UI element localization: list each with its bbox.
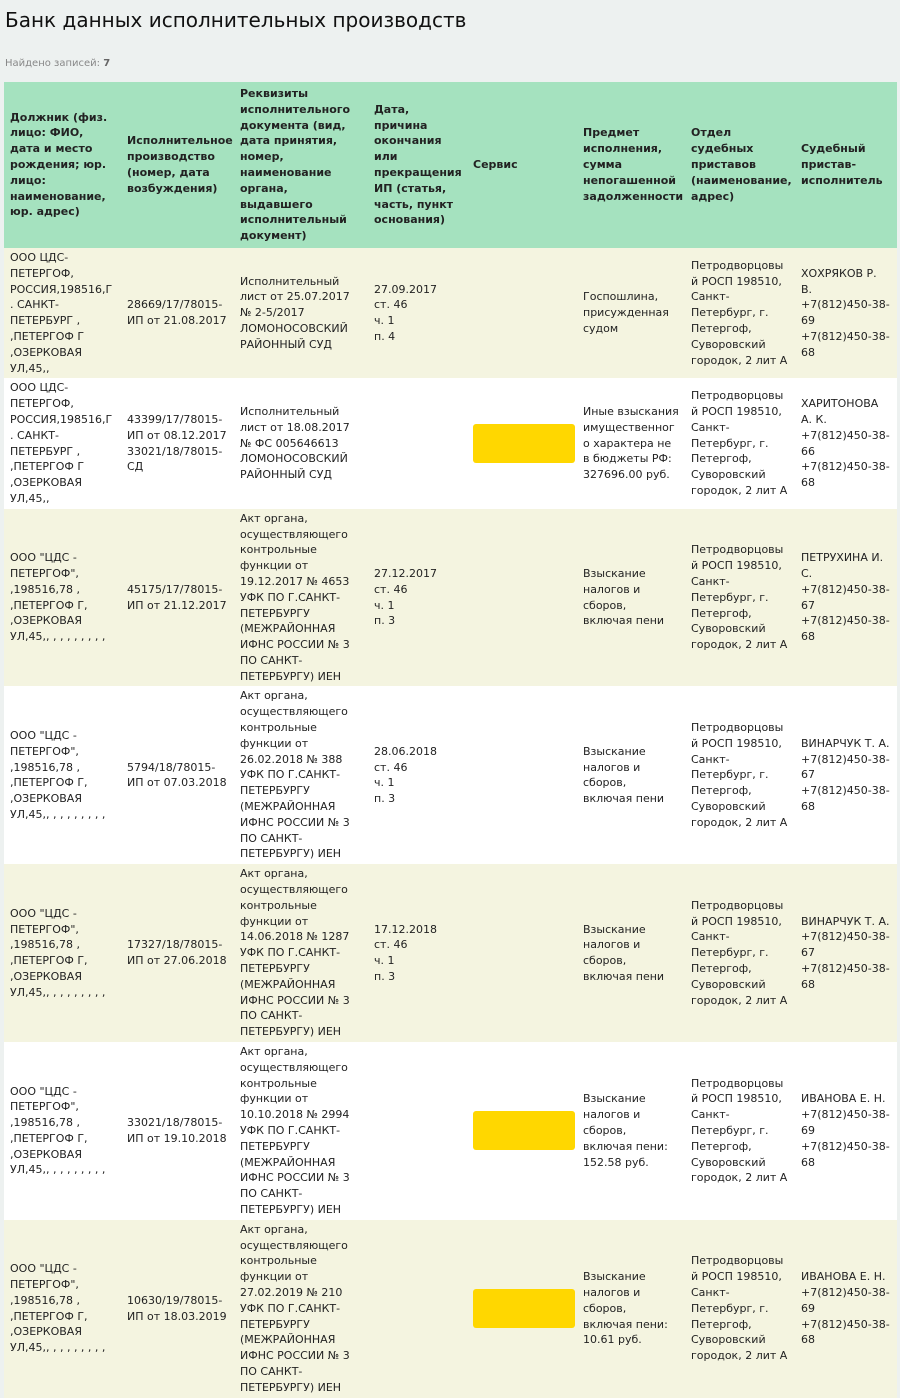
header-service: Сервис	[467, 82, 577, 248]
end-line: 17.12.2018	[374, 922, 437, 936]
proceeding-line: 33021/18/78015-ИП от 19.10.2018	[127, 1116, 227, 1145]
end-line: 28.06.2018	[374, 744, 437, 758]
proceeding-line: 43399/17/78015-ИП от 08.12.2017	[127, 412, 227, 442]
department-cell: Петродворцовый РОСП 198510, Санкт-Петербург, г. Петергоф, Суворовский городок, 2 лит А	[685, 1042, 795, 1220]
debtor-cell: ООО "ЦДС - ПЕТЕРГОФ", ,198516,78 , ,ПЕТЕРГОФ Г, ,ОЗЕРКОВАЯ УЛ,45,, , , , , , , , ,	[4, 1220, 121, 1398]
bailiff-line: +7(812)450-38-69	[801, 1108, 890, 1137]
bailiff-line: ХОХРЯКОВ Р. В.	[801, 266, 877, 296]
table-row	[4, 248, 897, 378]
bailiff-line: +7(812)450-38-69	[801, 1285, 890, 1315]
bailiff-line: ИВАНОВА Е. Н.	[801, 1270, 886, 1284]
end-cell	[368, 686, 467, 864]
end-line: п. 4	[374, 329, 396, 343]
pay-button[interactable]	[473, 424, 575, 463]
bailiff-line: +7(812)450-38-68	[801, 614, 890, 644]
end-cell	[368, 509, 467, 687]
proceeding-cell	[121, 1042, 234, 1220]
bailiff-line: +7(812)450-38-68	[801, 460, 890, 490]
proceeding-line: 5794/18/78015-ИП от 07.03.2018	[127, 760, 227, 790]
proceeding-line: 45175/17/78015-ИП от 21.12.2017	[127, 582, 227, 612]
header-document: Реквизиты исполнительного документа (вид, дата принятия, номер, наименование органа, выдавшего исполнительный документ)	[234, 82, 368, 248]
records-found	[5, 58, 110, 69]
proceeding-cell	[121, 509, 234, 687]
bailiff-line: +7(812)450-38-67	[801, 752, 890, 782]
bailiff-line: +7(812)450-38-68	[801, 329, 890, 359]
end-line: 27.12.2017	[374, 567, 437, 580]
service-cell	[467, 378, 577, 508]
subject-cell: Взыскание налогов и сборов, включая пени	[577, 864, 685, 1042]
proceeding-line: 33021/18/78015-СД	[127, 444, 223, 474]
end-line: п. 3	[374, 969, 396, 983]
table-row	[4, 509, 897, 687]
bailiff-line: ПЕТРУХИНА И. С.	[801, 551, 884, 580]
end-line: ст. 46	[374, 938, 408, 952]
bailiff-line: +7(812)450-38-66	[801, 428, 890, 458]
proceeding-line: 28669/17/78015-ИП от 21.08.2017	[127, 298, 227, 328]
bailiff-line: +7(812)450-38-68	[801, 962, 890, 991]
department-cell: Петродворцовый РОСП 198510, Санкт-Петербург, г. Петергоф, Суворовский городок, 2 лит А	[685, 686, 795, 864]
debtor-cell: ООО ЦДС-ПЕТЕРГОФ, РОССИЯ,198516,Г. САНКТ-ПЕТЕРБУРГ , ,ПЕТЕРГОФ Г ,ОЗЕРКОВАЯ УЛ,45,,	[4, 248, 121, 378]
header-subject: Предмет исполнения, сумма непогашенной задолженности	[577, 82, 685, 248]
end-line: п. 3	[374, 792, 396, 806]
bailiff-cell	[795, 248, 897, 378]
subject-cell: Взыскание налогов и сборов, включая пени: 152.58 руб.	[577, 1042, 685, 1220]
bailiff-cell	[795, 378, 897, 508]
bailiff-cell	[795, 1042, 897, 1220]
service-cell	[467, 864, 577, 1042]
records-found-count: 7	[103, 58, 111, 69]
end-line: ст. 46	[374, 298, 408, 312]
document-cell: Исполнительный лист от 18.08.2017 № ФС 005646613 ЛОМОНОСОВСКИЙ РАЙОННЫЙ СУД	[234, 378, 368, 508]
bailiff-line: ИВАНОВА Е. Н.	[801, 1092, 886, 1106]
bailiff-line: ВИНАРЧУК Т. А.	[801, 914, 890, 928]
header-bailiff: Судебный пристав-исполнитель	[795, 82, 897, 248]
pay-button[interactable]	[473, 1111, 575, 1150]
bailiff-line: +7(812)450-38-68	[801, 784, 890, 814]
debtor-cell: ООО "ЦДС - ПЕТЕРГОФ", ,198516,78 , ,ПЕТЕРГОФ Г, ,ОЗЕРКОВАЯ УЛ,45,, , , , , , , , ,	[4, 1042, 121, 1220]
document-cell: Акт органа, осуществляющего контрольные функции от 10.10.2018 № 2994 УФК ПО Г.САНКТ-ПЕТЕРБУРГУ (МЕЖРАЙОННАЯ ИФНС РОССИИ № 3 ПО САНКТ-ПЕТЕРБУРГУ) ИЕН	[234, 1042, 368, 1220]
proceedings-table	[4, 82, 897, 1398]
department-cell: Петродворцовый РОСП 198510, Санкт-Петербург, г. Петергоф, Суворовский городок, 2 лит А	[685, 248, 795, 378]
proceeding-cell	[121, 864, 234, 1042]
subject-cell: Иные взыскания имущественного характера не в бюджеты РФ: 327696.00 руб.	[577, 378, 685, 508]
debtor-cell: ООО ЦДС-ПЕТЕРГОФ, РОССИЯ,198516,Г. САНКТ-ПЕТЕРБУРГ , ,ПЕТЕРГОФ Г ,ОЗЕРКОВАЯ УЛ,45,,	[4, 378, 121, 508]
subject-cell: Взыскание налогов и сборов, включая пени: 10.61 руб.	[577, 1220, 685, 1398]
end-line: ч. 1	[374, 598, 395, 612]
table-row	[4, 378, 897, 508]
proceeding-line: 10630/19/78015-ИП от 18.03.2019	[127, 1293, 227, 1323]
end-cell	[368, 864, 467, 1042]
end-cell	[368, 1042, 467, 1220]
bailiff-line: ВИНАРЧУК Т. А.	[801, 736, 890, 750]
proceeding-cell	[121, 686, 234, 864]
end-line: ст. 46	[374, 582, 408, 596]
department-cell: Петродворцовый РОСП 198510, Санкт-Петербург, г. Петергоф, Суворовский городок, 2 лит А	[685, 378, 795, 508]
table-row	[4, 864, 897, 1042]
page-title: Банк данных исполнительных производств	[5, 8, 467, 32]
service-cell	[467, 509, 577, 687]
end-line: ст. 46	[374, 760, 408, 774]
bailiff-line: +7(812)450-38-68	[801, 1317, 890, 1347]
document-cell: Акт органа, осуществляющего контрольные функции от 19.12.2017 № 4653 УФК ПО Г.САНКТ-ПЕТЕРБУРГУ (МЕЖРАЙОННАЯ ИФНС РОССИИ № 3 ПО САНКТ-ПЕТЕРБУРГУ) ИЕН	[234, 509, 368, 687]
header-department: Отдел судебных приставов (наименование, адрес)	[685, 82, 795, 248]
end-cell	[368, 248, 467, 378]
subject-cell: Взыскание налогов и сборов, включая пени	[577, 509, 685, 687]
header-end: Дата, причина окончания или прекращения ИП (статья, часть, пункт основания)	[368, 82, 467, 248]
debtor-cell: ООО "ЦДС - ПЕТЕРГОФ", ,198516,78 , ,ПЕТЕРГОФ Г, ,ОЗЕРКОВАЯ УЛ,45,, , , , , , , , ,	[4, 509, 121, 687]
document-cell: Акт органа, осуществляющего контрольные функции от 26.02.2018 № 388 УФК ПО Г.САНКТ-ПЕТЕРБУРГУ (МЕЖРАЙОННАЯ ИФНС РОССИИ № 3 ПО САНКТ-ПЕТЕРБУРГУ) ИЕН	[234, 686, 368, 864]
end-line: ч. 1	[374, 314, 395, 328]
document-cell: Исполнительный лист от 25.07.2017 № 2-5/2017 ЛОМОНОСОВСКИЙ РАЙОННЫЙ СУД	[234, 248, 368, 378]
department-cell: Петродворцовый РОСП 198510, Санкт-Петербург, г. Петергоф, Суворовский городок, 2 лит А	[685, 1220, 795, 1398]
header-debtor: Должник (физ. лицо: ФИО, дата и место рождения; юр. лицо: наименование, юр. адрес)	[4, 82, 121, 248]
debtor-cell: ООО "ЦДС - ПЕТЕРГОФ", ,198516,78 , ,ПЕТЕРГОФ Г, ,ОЗЕРКОВАЯ УЛ,45,, , , , , , , , ,	[4, 686, 121, 864]
bailiff-line: ХАРИТОНОВА А. К.	[801, 397, 879, 426]
subject-cell: Взыскание налогов и сборов, включая пени	[577, 686, 685, 864]
bailiff-cell	[795, 509, 897, 687]
records-found-label: Найдено записей:	[5, 58, 101, 69]
document-cell: Акт органа, осуществляющего контрольные функции от 14.06.2018 № 1287 УФК ПО Г.САНКТ-ПЕТЕРБУРГУ (МЕЖРАЙОННАЯ ИФНС РОССИИ № 3 ПО САНКТ-ПЕТЕРБУРГУ) ИЕН	[234, 864, 368, 1042]
subject-cell: Госпошлина, присужденная судом	[577, 248, 685, 378]
debtor-cell: ООО "ЦДС - ПЕТЕРГОФ", ,198516,78 , ,ПЕТЕРГОФ Г, ,ОЗЕРКОВАЯ УЛ,45,, , , , , , , , ,	[4, 864, 121, 1042]
bailiff-line: +7(812)450-38-68	[801, 1139, 890, 1169]
end-cell	[368, 378, 467, 508]
bailiff-line: +7(812)450-38-69	[801, 298, 890, 328]
service-cell	[467, 686, 577, 864]
end-line: ч. 1	[374, 776, 395, 790]
table-row	[4, 1042, 897, 1220]
bailiff-cell	[795, 686, 897, 864]
service-cell	[467, 1042, 577, 1220]
bailiff-line: +7(812)450-38-67	[801, 582, 890, 612]
proceeding-line: 17327/18/78015-ИП от 27.06.2018	[127, 938, 227, 968]
proceeding-cell	[121, 378, 234, 508]
service-cell	[467, 248, 577, 378]
table-row	[4, 686, 897, 864]
end-line: ч. 1	[374, 954, 395, 968]
bailiff-cell	[795, 864, 897, 1042]
department-cell: Петродворцовый РОСП 198510, Санкт-Петербург, г. Петергоф, Суворовский городок, 2 лит А	[685, 864, 795, 1042]
table-header-row	[4, 82, 897, 248]
header-proceeding: Исполнительное производство (номер, дата возбуждения)	[121, 82, 234, 248]
end-line: п. 3	[374, 614, 396, 628]
department-cell: Петродворцовый РОСП 198510, Санкт-Петербург, г. Петергоф, Суворовский городок, 2 лит А	[685, 509, 795, 687]
end-line: 27.09.2017	[374, 282, 437, 296]
bailiff-line: +7(812)450-38-67	[801, 930, 890, 960]
proceeding-cell	[121, 248, 234, 378]
document-cell: Акт органа, осуществляющего контрольные функции от 27.02.2019 № 210 УФК ПО Г.САНКТ-ПЕТЕРБУРГУ (МЕЖРАЙОННАЯ ИФНС РОССИИ № 3 ПО САНКТ-ПЕТЕРБУРГУ) ИЕН	[234, 1220, 368, 1398]
